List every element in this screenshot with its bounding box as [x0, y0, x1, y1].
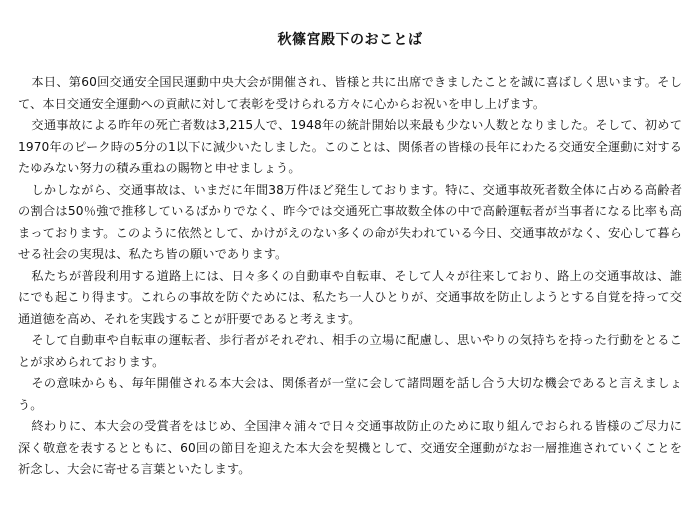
- paragraph-accident-situation: しかしながら、交通事故は、いまだに年間38万件ほど発生しております。特に、交通事故死者数全体に占める高齢者の割合は50％強で推移しているばかりでなく、昨今では交通死亡事故数全体の中で高齢運転者が当事者になる比率も高まっております。このように依然として、かけがえのない多くの命が失われている今日、交通事故がなく、安心して暮らせる社会の実現は、私たち皆の願いであります。: [18, 182, 682, 261]
- paragraph-convention-significance: その意味からも、毎年開催される本大会は、関係者が一堂に会して諸問題を話し合う大切な機会であると言えましょう。: [18, 376, 682, 412]
- paragraph-mutual-consideration: そして自動車や自転車の運転者、歩行者がそれぞれ、相手の立場に配慮し、思いやりの気持ちを持った行動をとることが求められております。: [18, 333, 682, 369]
- paragraph-road-safety-awareness: 私たちが普段利用する道路上には、日々多くの自動車や自転車、そして人々が往来しており、路上の交通事故は、誰にでも起こり得ます。これらの事故を防ぐためには、私たち一人ひとりが、交通事故を防止しようとする自覚を持って交通道徳を高め、それを実践することが肝要であると考えます。: [18, 268, 682, 326]
- document-body: [18, 72, 682, 481]
- document-title: 秋篠宮殿下のおことば: [277, 32, 423, 48]
- paragraph-fatality-statistics: 交通事故による昨年の死亡者数は3,215人で、1948年の統計開始以来最も少ない人数となりました。そして、初めて1970年のピーク時の5分の1以下に減少いたしました。このことは、関係者の皆様の長年にわたる交通安全運動に対するたゆみない努力の積み重ねの賜物と申せましょう。: [18, 118, 682, 175]
- paragraph-opening: 本日、第60回交通安全国民運動中央大会が開催され、皆様と共に出席できましたことを誠に喜ばしく思います。そして、本日交通安全運動への貢献に対して表彰を受けられる方々に心からお祝いを申し上げます。: [18, 75, 682, 111]
- paragraph-closing: 終わりに、本大会の受賞者をはじめ、全国津々浦々で日々交通事故防止のために取り組んでおられる皆様のご尽力に深く敬意を表するとともに、60回の節目を迎えた本大会を契機として、交通安全運動がなお一層推進されていくことを祈念し、大会に寄せる言葉といたします。: [18, 419, 682, 476]
